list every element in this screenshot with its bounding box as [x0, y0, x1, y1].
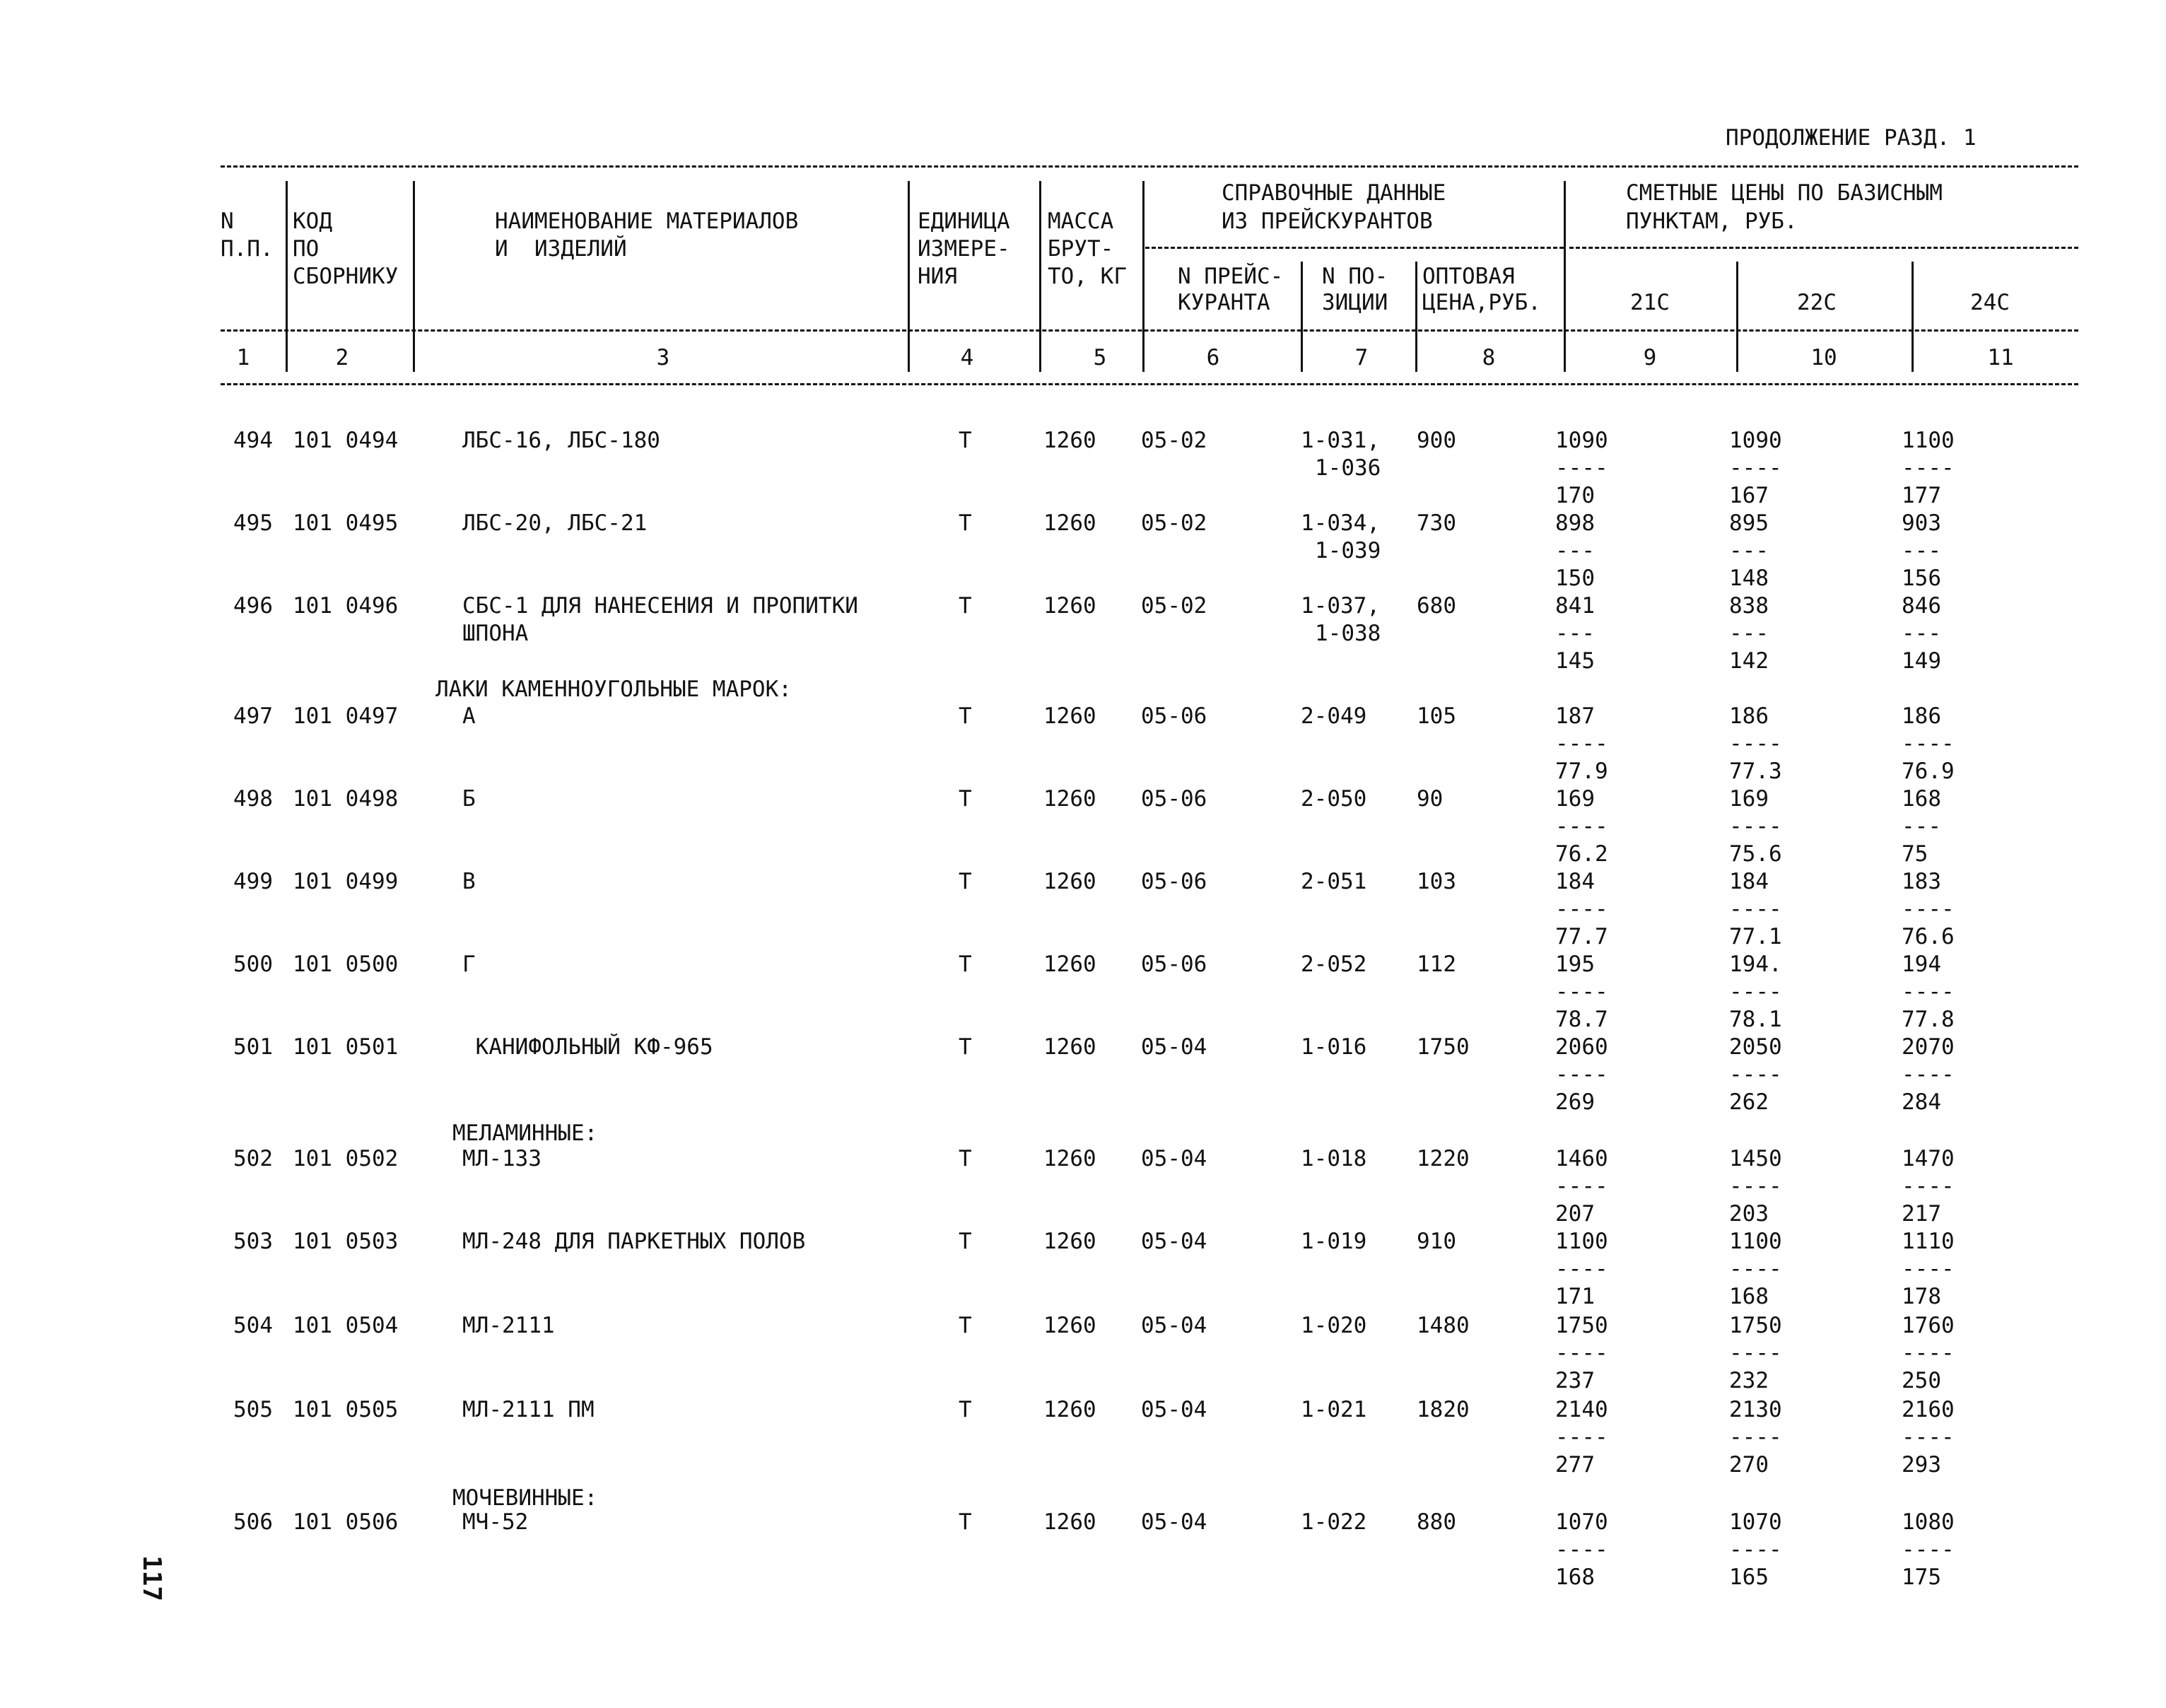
column-divider — [1301, 262, 1303, 372]
row-estimate-sub-24c: 217 — [1902, 1201, 1941, 1227]
row-name: ШПОНА — [462, 621, 529, 646]
header-col5-line3: ТО, КГ — [1048, 264, 1127, 289]
row-estimate-price-21c: 1460 — [1555, 1146, 1608, 1171]
column-divider — [1415, 262, 1417, 372]
column-divider — [1142, 181, 1145, 372]
row-estimate-sub-24c: 178 — [1902, 1284, 1941, 1309]
row-name: КАНИФОЛЬНЫЙ КФ-965 — [462, 1034, 713, 1060]
fraction-bar: ---- — [1555, 814, 1608, 839]
header-col4-line3: НИЯ — [918, 264, 957, 289]
row-estimate-price-24c: 183 — [1902, 869, 1941, 894]
row-estimate-sub-22c: 232 — [1729, 1368, 1769, 1393]
row-position-no: 1-021 — [1301, 1397, 1367, 1422]
row-number: 503 — [233, 1229, 273, 1254]
row-position-no: 1-018 — [1301, 1146, 1367, 1171]
fraction-bar: --- — [1729, 538, 1769, 563]
row-price-list-no: 05-06 — [1141, 952, 1207, 977]
row-number: 505 — [233, 1397, 273, 1422]
row-estimate-price-22c: 184 — [1729, 869, 1769, 894]
fraction-bar: ---- — [1902, 1340, 1955, 1366]
column-number: 2 — [335, 345, 349, 370]
row-position-no: 2-051 — [1301, 869, 1367, 894]
row-code: 101 0500 — [293, 952, 399, 977]
row-estimate-price-24c: 1080 — [1902, 1509, 1955, 1535]
row-wholesale-price: 680 — [1417, 593, 1456, 619]
fraction-bar: ---- — [1729, 1256, 1782, 1282]
row-price-list-no: 05-04 — [1141, 1509, 1207, 1535]
row-estimate-sub-21c: 77.9 — [1555, 759, 1608, 784]
row-estimate-sub-21c: 170 — [1555, 483, 1595, 508]
row-name: ЛБС-20, ЛБС-21 — [462, 510, 648, 536]
row-estimate-sub-22c: 270 — [1729, 1452, 1769, 1478]
row-number: 498 — [233, 786, 273, 812]
column-divider — [286, 181, 288, 372]
row-price-list-no: 05-04 — [1141, 1034, 1207, 1060]
row-estimate-sub-24c: 293 — [1902, 1452, 1941, 1478]
row-name: МЛ-133 — [462, 1146, 542, 1171]
row-name: МЛ-248 ДЛЯ ПАРКЕТНЫХ ПОЛОВ — [462, 1229, 806, 1254]
column-divider — [1912, 262, 1914, 372]
row-estimate-sub-24c: 76.6 — [1902, 924, 1955, 949]
fraction-bar: ---- — [1729, 1062, 1782, 1087]
row-estimate-sub-22c: 262 — [1729, 1089, 1769, 1115]
header-price-group-line2: ПУНКТАМ, РУБ. — [1626, 209, 1798, 234]
row-wholesale-price: 90 — [1417, 786, 1444, 812]
row-code: 101 0497 — [293, 703, 399, 729]
row-estimate-price-24c: 1760 — [1902, 1313, 1955, 1338]
fraction-bar: ---- — [1729, 455, 1782, 481]
column-number: 8 — [1482, 345, 1496, 370]
row-price-list-no: 05-06 — [1141, 703, 1207, 729]
fraction-bar: ---- — [1902, 1425, 1955, 1450]
row-estimate-sub-22c: 203 — [1729, 1201, 1769, 1227]
row-wholesale-price: 1820 — [1417, 1397, 1470, 1422]
row-unit: Т — [959, 1146, 972, 1171]
row-unit: Т — [959, 1229, 972, 1254]
fraction-bar: ---- — [1902, 979, 1955, 1005]
fraction-bar: ---- — [1902, 1062, 1955, 1087]
row-wholesale-price: 900 — [1417, 428, 1456, 453]
row-unit: Т — [959, 786, 972, 812]
row-estimate-price-24c: 194 — [1902, 952, 1941, 977]
row-estimate-price-24c: 1100 — [1902, 428, 1955, 453]
row-estimate-price-21c: 841 — [1555, 593, 1595, 619]
row-estimate-sub-22c: 142 — [1729, 648, 1769, 674]
fraction-bar: ---- — [1729, 896, 1782, 922]
header-col7-line2: ЗИЦИИ — [1322, 290, 1388, 315]
row-mass: 1260 — [1043, 952, 1096, 977]
row-estimate-price-24c: 846 — [1902, 593, 1941, 619]
row-estimate-price-21c: 184 — [1555, 869, 1595, 894]
column-number: 10 — [1810, 345, 1837, 370]
row-estimate-price-21c: 2140 — [1555, 1397, 1608, 1422]
fraction-bar: --- — [1555, 621, 1595, 646]
row-estimate-sub-21c: 207 — [1555, 1201, 1595, 1227]
row-estimate-sub-21c: 76.2 — [1555, 841, 1608, 867]
row-estimate-sub-22c: 168 — [1729, 1284, 1769, 1309]
row-code: 101 0505 — [293, 1397, 399, 1422]
row-position-no: 2-052 — [1301, 952, 1367, 977]
fraction-bar: ---- — [1555, 979, 1608, 1005]
fraction-bar: ---- — [1729, 1174, 1782, 1199]
row-estimate-sub-22c: 77.3 — [1729, 759, 1782, 784]
fraction-bar: ---- — [1902, 455, 1955, 481]
row-mass: 1260 — [1043, 593, 1096, 619]
row-estimate-price-22c: 1070 — [1729, 1509, 1782, 1535]
row-estimate-sub-22c: 75.6 — [1729, 841, 1782, 867]
row-unit: Т — [959, 593, 972, 619]
fraction-bar: ---- — [1555, 1425, 1608, 1450]
row-estimate-sub-21c: 168 — [1555, 1564, 1595, 1590]
row-estimate-sub-22c: 77.1 — [1729, 924, 1782, 949]
row-wholesale-price: 103 — [1417, 869, 1456, 894]
row-wholesale-price: 1480 — [1417, 1313, 1470, 1338]
fraction-bar: ---- — [1555, 1062, 1608, 1087]
row-number: 496 — [233, 593, 273, 619]
row-number: 502 — [233, 1146, 273, 1171]
row-estimate-price-21c: 1070 — [1555, 1509, 1608, 1535]
row-position-no: 1-022 — [1301, 1509, 1367, 1535]
row-code: 101 0495 — [293, 510, 399, 536]
fraction-bar: ---- — [1555, 896, 1608, 922]
header-col2-line1: КОД — [293, 209, 332, 234]
row-name: Б — [462, 786, 476, 812]
row-estimate-sub-24c: 149 — [1902, 648, 1941, 674]
header-col6-line2: КУРАНТА — [1178, 290, 1270, 315]
row-estimate-price-22c: 1450 — [1729, 1146, 1782, 1171]
header-bottom-rule — [221, 383, 2078, 385]
row-estimate-price-24c: 186 — [1902, 703, 1941, 729]
row-estimate-sub-21c: 150 — [1555, 566, 1595, 591]
column-divider — [1564, 181, 1566, 372]
row-code: 101 0501 — [293, 1034, 399, 1060]
header-col3-line2: И ИЗДЕЛИЙ — [495, 236, 627, 262]
row-mass: 1260 — [1043, 1397, 1096, 1422]
row-position-no: 1-020 — [1301, 1313, 1367, 1338]
fraction-bar: ---- — [1729, 731, 1782, 756]
row-estimate-price-22c: 1090 — [1729, 428, 1782, 453]
column-number: 1 — [236, 345, 250, 370]
row-estimate-sub-24c: 284 — [1902, 1089, 1941, 1115]
row-position-no: 1-019 — [1301, 1229, 1367, 1254]
row-unit: Т — [959, 869, 972, 894]
row-estimate-sub-24c: 76.9 — [1902, 759, 1955, 784]
fraction-bar: ---- — [1555, 1537, 1608, 1562]
row-code: 101 0502 — [293, 1146, 399, 1171]
fraction-bar: --- — [1902, 621, 1941, 646]
row-name: ЛБС-16, ЛБС-180 — [462, 428, 660, 453]
fraction-bar: --- — [1729, 621, 1769, 646]
column-number: 11 — [1987, 345, 2014, 370]
row-mass: 1260 — [1043, 1146, 1096, 1171]
row-mass: 1260 — [1043, 510, 1096, 536]
row-code: 101 0496 — [293, 593, 399, 619]
row-estimate-price-22c: 838 — [1729, 593, 1769, 619]
row-estimate-sub-24c: 75 — [1902, 841, 1928, 867]
fraction-bar: ---- — [1729, 979, 1782, 1005]
row-estimate-sub-24c: 177 — [1902, 483, 1941, 508]
row-name: В — [462, 869, 476, 894]
column-divider — [413, 181, 415, 372]
fraction-bar: ---- — [1555, 1256, 1608, 1282]
row-estimate-price-22c: 169 — [1729, 786, 1769, 812]
header-col8-line1: ОПТОВАЯ — [1422, 264, 1515, 289]
row-estimate-price-21c: 187 — [1555, 703, 1595, 729]
header-col5-line2: БРУТ- — [1048, 236, 1114, 262]
column-divider — [1039, 181, 1041, 372]
row-estimate-price-24c: 1110 — [1902, 1229, 1955, 1254]
row-position-no: 2-049 — [1301, 703, 1367, 729]
header-col3-line1: НАИМЕНОВАНИЕ МАТЕРИАЛОВ — [495, 209, 799, 234]
row-code: 101 0498 — [293, 786, 399, 812]
fraction-bar: ---- — [1555, 1174, 1608, 1199]
row-mass: 1260 — [1043, 428, 1096, 453]
row-estimate-sub-21c: 145 — [1555, 648, 1595, 674]
row-code: 101 0499 — [293, 869, 399, 894]
page-number: 117 — [137, 1555, 166, 1602]
row-estimate-sub-22c: 78.1 — [1729, 1007, 1782, 1032]
row-mass: 1260 — [1043, 1509, 1096, 1535]
row-estimate-sub-21c: 269 — [1555, 1089, 1595, 1115]
row-price-list-no: 05-02 — [1141, 428, 1207, 453]
column-number: 9 — [1643, 345, 1657, 370]
row-estimate-price-22c: 194. — [1729, 952, 1782, 977]
fraction-bar: ---- — [1555, 1340, 1608, 1366]
row-wholesale-price: 112 — [1417, 952, 1456, 977]
row-unit: Т — [959, 1034, 972, 1060]
row-code: 101 0504 — [293, 1313, 399, 1338]
price-group-rule — [1569, 247, 2078, 249]
column-number: 3 — [656, 345, 670, 370]
row-position-no: 2-050 — [1301, 786, 1367, 812]
row-estimate-price-21c: 1750 — [1555, 1313, 1608, 1338]
section-continuation: ПРОДОЛЖЕНИЕ РАЗД. 1 — [1726, 125, 1977, 151]
row-mass: 1260 — [1043, 869, 1096, 894]
row-unit: Т — [959, 510, 972, 536]
header-ref-group-line1: СПРАВОЧНЫЕ ДАННЫЕ — [1222, 180, 1446, 206]
row-number: 500 — [233, 952, 273, 977]
row-estimate-price-21c: 169 — [1555, 786, 1595, 812]
row-name: МЛ-2111 — [462, 1313, 555, 1338]
row-position-no: 1-016 — [1301, 1034, 1367, 1060]
header-price-group-line1: СМЕТНЫЕ ЦЕНЫ ПО БАЗИСНЫМ — [1626, 180, 1943, 206]
fraction-bar: ---- — [1902, 731, 1955, 756]
header-col2-line2: ПО — [293, 236, 320, 262]
row-estimate-price-21c: 2060 — [1555, 1034, 1608, 1060]
row-wholesale-price: 910 — [1417, 1229, 1456, 1254]
group-heading: ЛАКИ КАМЕННОУГОЛЬНЫЕ МАРОК: — [435, 677, 792, 702]
row-wholesale-price: 105 — [1417, 703, 1456, 729]
fraction-bar: ---- — [1902, 1174, 1955, 1199]
row-position-no: 1-039 — [1315, 538, 1381, 563]
header-col9: 21С — [1630, 290, 1670, 315]
row-unit: Т — [959, 703, 972, 729]
fraction-bar: ---- — [1902, 896, 1955, 922]
row-estimate-price-21c: 195 — [1555, 952, 1595, 977]
row-estimate-price-22c: 186 — [1729, 703, 1769, 729]
header-col1-line1: N — [221, 209, 234, 234]
row-mass: 1260 — [1043, 703, 1096, 729]
row-price-list-no: 05-04 — [1141, 1229, 1207, 1254]
row-unit: Т — [959, 1509, 972, 1535]
row-wholesale-price: 1750 — [1417, 1034, 1470, 1060]
row-wholesale-price: 880 — [1417, 1509, 1456, 1535]
group-heading: МОЧЕВИННЫЕ: — [452, 1485, 598, 1511]
row-estimate-price-22c: 2130 — [1729, 1397, 1782, 1422]
header-col4-line2: ИЗМЕРЕ- — [918, 236, 1010, 262]
column-number: 7 — [1354, 345, 1369, 370]
row-estimate-sub-21c: 277 — [1555, 1452, 1595, 1478]
fraction-bar: ---- — [1729, 1425, 1782, 1450]
column-divider — [1736, 262, 1738, 372]
row-unit: Т — [959, 1397, 972, 1422]
row-price-list-no: 05-06 — [1141, 869, 1207, 894]
row-estimate-price-22c: 1750 — [1729, 1313, 1782, 1338]
row-unit: Т — [959, 428, 972, 453]
row-position-no: 1-034, — [1301, 510, 1380, 536]
row-number: 506 — [233, 1509, 273, 1535]
row-estimate-price-24c: 2160 — [1902, 1397, 1955, 1422]
header-column-rule — [221, 329, 2078, 332]
row-price-list-no: 05-04 — [1141, 1397, 1207, 1422]
row-estimate-price-24c: 903 — [1902, 510, 1941, 536]
row-number: 497 — [233, 703, 273, 729]
fraction-bar: ---- — [1729, 1537, 1782, 1562]
header-col8-line2: ЦЕНА,РУБ. — [1422, 290, 1541, 315]
row-number: 501 — [233, 1034, 273, 1060]
row-number: 504 — [233, 1313, 273, 1338]
row-name: МЛ-2111 ПМ — [462, 1397, 595, 1422]
fraction-bar: ---- — [1902, 1537, 1955, 1562]
row-estimate-price-21c: 898 — [1555, 510, 1595, 536]
header-col7-line1: N ПО- — [1322, 264, 1388, 289]
row-mass: 1260 — [1043, 1229, 1096, 1254]
group-heading: МЕЛАМИННЫЕ: — [452, 1121, 598, 1146]
column-number: 5 — [1093, 345, 1107, 370]
row-wholesale-price: 1220 — [1417, 1146, 1470, 1171]
header-col5-line1: МАССА — [1048, 209, 1114, 234]
header-col1-line2: П.П. — [221, 236, 274, 262]
column-divider — [908, 181, 910, 372]
row-estimate-price-24c: 2070 — [1902, 1034, 1955, 1060]
row-position-no: 1-036 — [1315, 455, 1381, 481]
row-price-list-no: 05-02 — [1141, 510, 1207, 536]
row-estimate-sub-21c: 171 — [1555, 1284, 1595, 1309]
ref-group-rule — [1145, 247, 1564, 249]
header-col2-line3: СБОРНИКУ — [293, 264, 399, 289]
fraction-bar: ---- — [1555, 455, 1608, 481]
row-mass: 1260 — [1043, 1034, 1096, 1060]
row-code: 101 0503 — [293, 1229, 399, 1254]
header-col11: 24С — [1970, 290, 2010, 315]
row-mass: 1260 — [1043, 786, 1096, 812]
row-price-list-no: 05-02 — [1141, 593, 1207, 619]
row-unit: Т — [959, 1313, 972, 1338]
column-number: 4 — [960, 345, 974, 370]
row-wholesale-price: 730 — [1417, 510, 1456, 536]
row-name: Г — [462, 952, 476, 977]
row-estimate-sub-24c: 77.8 — [1902, 1007, 1955, 1032]
row-estimate-sub-22c: 167 — [1729, 483, 1769, 508]
row-estimate-sub-21c: 78.7 — [1555, 1007, 1608, 1032]
row-code: 101 0506 — [293, 1509, 399, 1535]
row-code: 101 0494 — [293, 428, 399, 453]
row-estimate-price-24c: 1470 — [1902, 1146, 1955, 1171]
row-price-list-no: 05-04 — [1141, 1313, 1207, 1338]
fraction-bar: --- — [1555, 538, 1595, 563]
row-unit: Т — [959, 952, 972, 977]
row-position-no: 1-031, — [1301, 428, 1380, 453]
row-number: 499 — [233, 869, 273, 894]
row-mass: 1260 — [1043, 1313, 1096, 1338]
row-estimate-price-24c: 168 — [1902, 786, 1941, 812]
row-estimate-sub-21c: 237 — [1555, 1368, 1595, 1393]
header-col10: 22С — [1797, 290, 1837, 315]
row-estimate-price-22c: 2050 — [1729, 1034, 1782, 1060]
header-top-rule — [221, 165, 2078, 168]
row-estimate-sub-22c: 148 — [1729, 566, 1769, 591]
fraction-bar: --- — [1902, 538, 1941, 563]
row-estimate-sub-24c: 250 — [1902, 1368, 1941, 1393]
row-estimate-price-21c: 1090 — [1555, 428, 1608, 453]
row-estimate-price-22c: 1100 — [1729, 1229, 1782, 1254]
row-estimate-sub-22c: 165 — [1729, 1564, 1769, 1590]
row-name: А — [462, 703, 476, 729]
row-number: 495 — [233, 510, 273, 536]
row-number: 494 — [233, 428, 273, 453]
row-position-no: 1-037, — [1301, 593, 1380, 619]
row-estimate-sub-24c: 156 — [1902, 566, 1941, 591]
row-price-list-no: 05-04 — [1141, 1146, 1207, 1171]
header-ref-group-line2: ИЗ ПРЕЙСКУРАНТОВ — [1222, 209, 1433, 234]
header-col4-line1: ЕДИНИЦА — [918, 209, 1010, 234]
row-price-list-no: 05-06 — [1141, 786, 1207, 812]
fraction-bar: --- — [1902, 814, 1941, 839]
row-estimate-price-21c: 1100 — [1555, 1229, 1608, 1254]
fraction-bar: ---- — [1902, 1256, 1955, 1282]
row-estimate-sub-24c: 175 — [1902, 1564, 1941, 1590]
fraction-bar: ---- — [1555, 731, 1608, 756]
fraction-bar: ---- — [1729, 814, 1782, 839]
row-position-no: 1-038 — [1315, 621, 1381, 646]
row-name: МЧ-52 — [462, 1509, 529, 1535]
fraction-bar: ---- — [1729, 1340, 1782, 1366]
column-number: 6 — [1206, 345, 1220, 370]
row-name: СБС-1 ДЛЯ НАНЕСЕНИЯ И ПРОПИТКИ — [462, 593, 858, 619]
header-col6-line1: N ПРЕЙС- — [1178, 264, 1284, 289]
row-estimate-sub-21c: 77.7 — [1555, 924, 1608, 949]
row-estimate-price-22c: 895 — [1729, 510, 1769, 536]
